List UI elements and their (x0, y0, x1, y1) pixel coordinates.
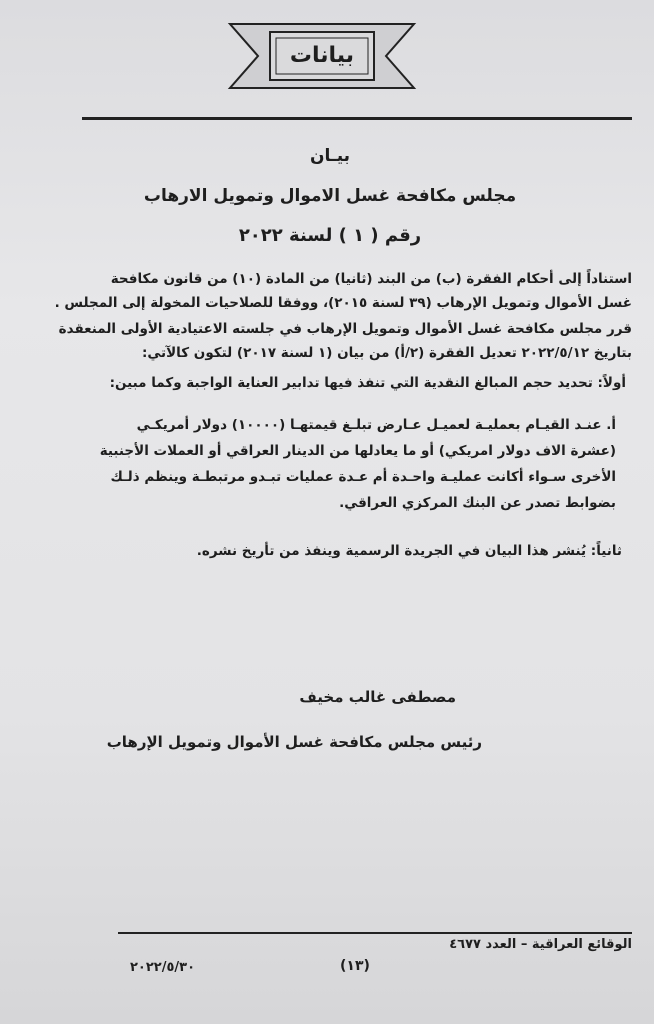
item-a-line: بضوابط تصدر عن البنك المركزي العراقي. (339, 495, 616, 511)
paragraph-line: قرر مجلس مكافحة غسل الأموال وتمويل الإرهاب في جلسته الاعتيادية الأولى المنعقدة (58, 321, 632, 337)
statement-heading: بيـان (309, 146, 351, 166)
banner-title: بيانات (289, 43, 355, 68)
clause-second: ثانياً: يُنشر هذا البيان في الجريدة الرسمية وينفذ من تأريخ نشره. (196, 543, 622, 559)
statement-number: رقم ( ١ ) لسنة ٢٠٢٢ (238, 225, 422, 246)
page-number: (١٣) (340, 958, 370, 974)
signatory-name: مصطفى غالب مخيف (299, 688, 456, 706)
item-a-line: الأخرى سـواء أكانت عمليـة واحـدة أم عـدة عمليات تبـدو مرتبطـة وينظم ذلـك (110, 469, 616, 485)
item-a-line: (عشرة الاف دولار امريكي) أو ما يعادلها من الدينار العراقي أو العملات الأجنبية (99, 443, 616, 459)
issue-date: ٢٠٢٢/٥/٣٠ (130, 960, 196, 975)
paragraph-line: بتاريخ ٢٠٢٢/٥/١٢ تعديل الفقرة (٢/أ) من بيان (١ لسنة ٢٠١٧) لتكون كالآتي: (142, 345, 632, 361)
top-divider (82, 117, 632, 120)
paragraph-line: استناداً إلى أحكام الفقرة (ب) من البند (ثانيا) من المادة (١٠) من قانون مكافحة (110, 271, 632, 287)
council-name: مجلس مكافحة غسل الاموال وتمويل الارهاب (143, 186, 517, 206)
paragraph-line: غسل الأموال وتمويل الإرهاب (٣٩ لسنة ٢٠١٥)، ووفقا للصلاحيات المخولة إلى المجلس . (54, 295, 632, 311)
clause-first: أولاً: تحديد حجم المبالغ النقدية التي تنفذ فيها تدابير العناية الواجبة وكما مبين: (109, 375, 626, 391)
bottom-divider (118, 932, 632, 934)
gazette-issue: الوقائع العراقية – العدد ٤٦٧٧ (449, 937, 632, 952)
section-banner (224, 18, 420, 94)
item-a-line: أ. عنـد القيـام بعمليـة لعميـل عـارض تبلـغ قيمتهـا (١٠٠٠٠) دولار أمريكـي (136, 417, 616, 433)
signatory-title: رئيس مجلس مكافحة غسل الأموال وتمويل الإرهاب (106, 733, 482, 751)
